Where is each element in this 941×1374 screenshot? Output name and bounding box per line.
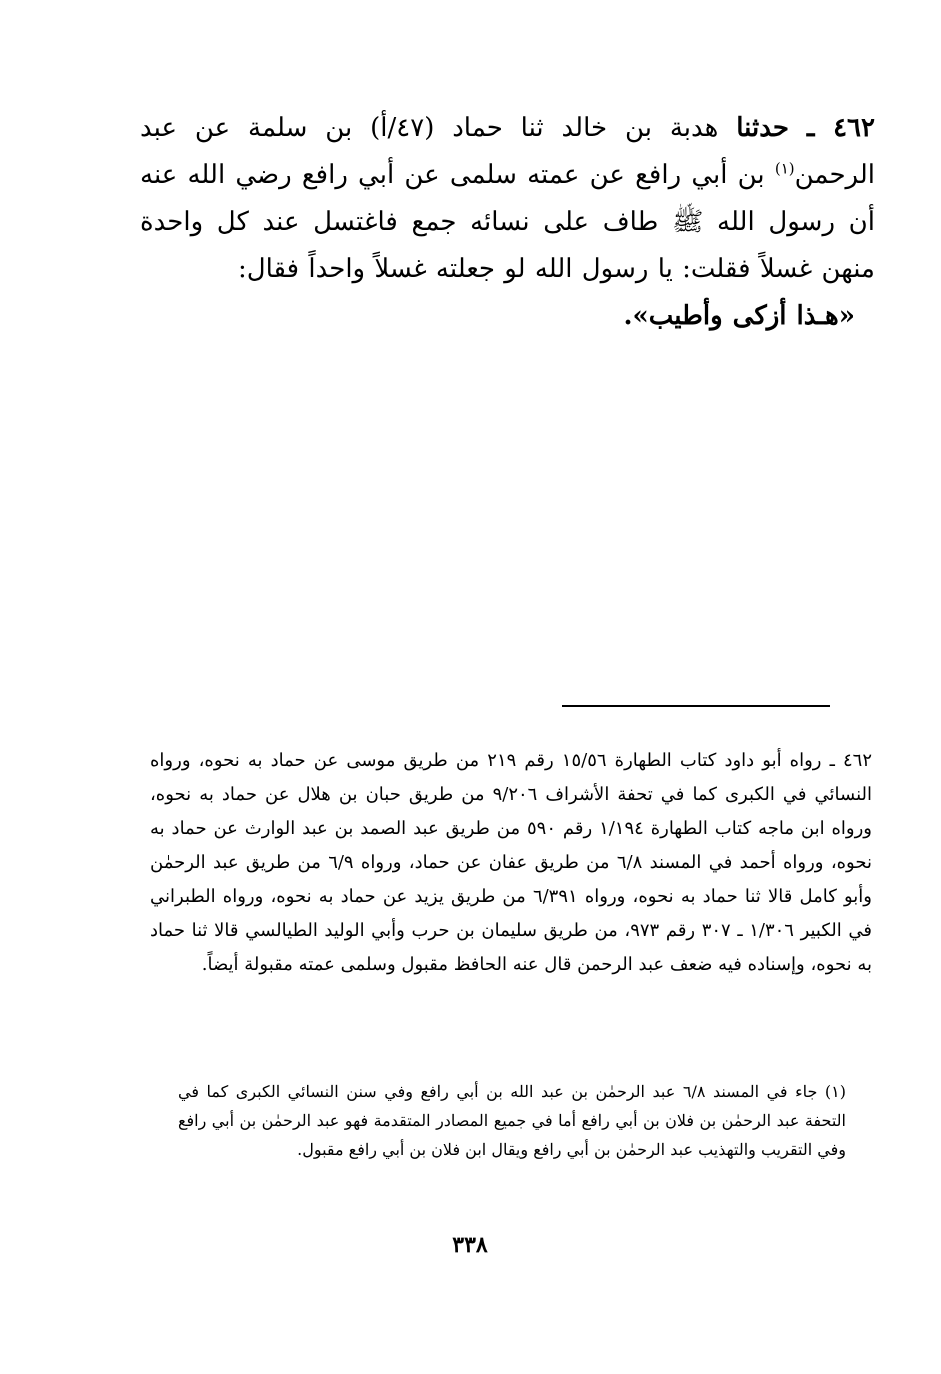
takhrij-notes: [150, 744, 872, 982]
hadith-final-saying: «هـذا أزكى وأطيب».: [623, 301, 855, 331]
page-number: ٣٣٨: [452, 1232, 488, 1258]
footnote-reference: (١): [774, 159, 795, 178]
hadith-text: [140, 105, 875, 340]
haddathana-word: حدثنا: [736, 113, 789, 143]
hadith-chain: هدبة بن خالد ثنا حماد (٤٧/أ) بن سلمة عن عبد الرحمن: [140, 113, 876, 190]
footnote-paragraph: (١) جاء في المسند ٦/٨ عبد الرحمٰن بن عبد الله بن أبي رافع وفي سنن النسائي الكبرى كما في التحفة عبد الرحمٰن بن فلان بن أبي رافع أما في جميع المصادر المتقدمة فهو عبد الرحمٰن بن أبي رافع وفي التقريب والتهذيب عبد الرحمٰن بن أبي رافع ويقال ابن فلان بن أبي رافع مقبول.: [178, 1082, 846, 1159]
takhrij-paragraph: ٤٦٢ ـ رواه أبو داود كتاب الطهارة ١٥/٥٦ رقم ٢١٩ من طريق موسى عن حماد به نحوه، ورواه النسائي في الكبرى كما في تحفة الأشراف ٩/٢٠٦ من طريق حبان بن هلال عن حماد به نحوه، ورواه ابن ماجه كتاب الطهارة ١/١٩٤ رقم ٥٩٠ من طريق عبد الصمد بن عبد الوارث عن حماد به نحوه، ورواه أحمد في المسند ٦/٨ من طريق عفان عن حماد، ورواه ٦/٩ من طريق عبد الرحمٰن وأبو كامل قالا ثنا حماد به نحوه، ورواه ٦/٣٩١ من طريق يزيد عن حماد به نحوه، ورواه الطبراني في الكبير ١/٣٠٦ ـ ٣٠٧ رقم ٩٧٣، من طريق سليمان بن حرب وأبي الوليد الطيالسي قالا ثنا حماد به نحوه، وإسناده فيه ضعف عبد الرحمن قال عنه الحافظ مقبول وسلمى عمته مقبولة أيضاً.: [150, 750, 872, 975]
footnote-divider: [562, 705, 830, 707]
footnote: [178, 1077, 846, 1164]
hadith-body: بن أبي رافع عن عمته سلمى عن أبي رافع رضي الله عنه أن رسول الله ﷺ طاف على نسائه جمع فاغتسل عند كل واحدة منهن غسلاً فقلت: يا رسول الله لو جعلته غسلاً واحداً فقال:: [140, 160, 875, 284]
hadith-paragraph: [140, 105, 875, 293]
hadith-number: ٤٦٢ ـ: [806, 113, 875, 143]
